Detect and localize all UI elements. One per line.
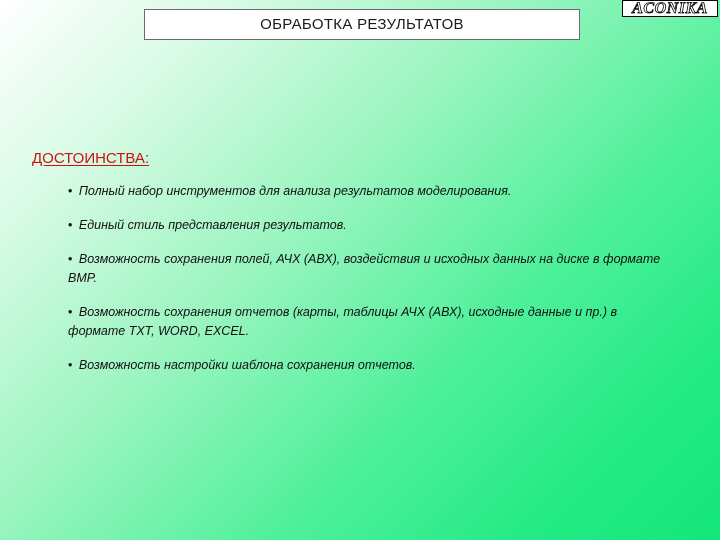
advantages-heading: ДОСТОИНСТВА: xyxy=(32,150,150,167)
title-box xyxy=(144,9,580,40)
bullet-icon: • xyxy=(68,305,73,319)
bullet-icon: • xyxy=(68,358,73,372)
bullet-icon: • xyxy=(68,218,73,232)
list-item xyxy=(68,216,668,235)
list-item xyxy=(68,303,668,341)
list-item-text: Единый стиль представления результатов. xyxy=(78,218,347,232)
list-item xyxy=(68,182,668,201)
bullet-icon: • xyxy=(68,184,73,198)
logo-text: ACONIKA xyxy=(632,0,708,17)
page-title: ОБРАБОТКА РЕЗУЛЬТАТОВ xyxy=(260,16,464,33)
advantages-list xyxy=(68,182,668,390)
bullet-icon: • xyxy=(68,252,73,266)
list-item xyxy=(68,250,668,288)
list-item-text: Возможность сохранения полей, АЧХ (АВХ), воздействия и исходных данных на диске в формате BMP. xyxy=(68,252,661,285)
list-item-text: Возможность сохранения отчетов (карты, таблицы АЧХ (АВХ), исходные данные и пр.) в формате TXT, WORD, EXCEL. xyxy=(68,305,618,338)
list-item xyxy=(68,356,668,375)
aconika-logo xyxy=(622,0,718,17)
list-item-text: Полный набор инструментов для анализа результатов моделирования. xyxy=(78,184,512,198)
list-item-text: Возможность настройки шаблона сохранения отчетов. xyxy=(78,358,416,372)
